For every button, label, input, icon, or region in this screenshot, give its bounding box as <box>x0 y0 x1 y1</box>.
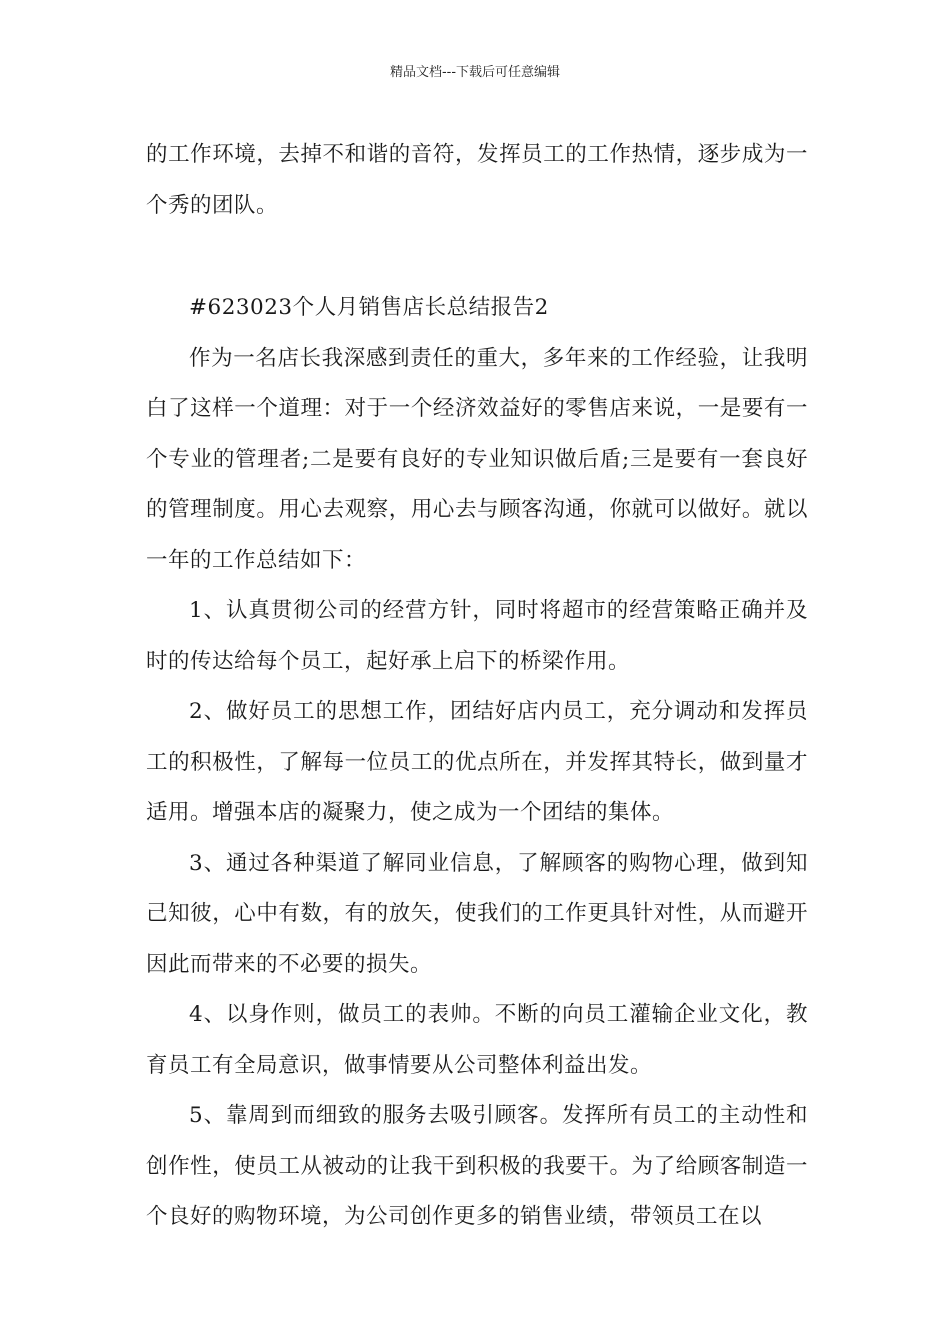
page-header: 精品文档---下载后可任意编辑 <box>389 65 561 80</box>
continuation-paragraph: 的工作环境，去掉不和谐的音符，发挥员工的工作热情，逐步成为一个秀的团队。 <box>146 142 808 218</box>
paragraph-item-1: 1、认真贯彻公司的经营方针，同时将超市的经营策略正确并及时的传达给每个员工，起好承上启下的桥梁作用。 <box>146 598 808 674</box>
paragraph-intro: 作为一名店长我深感到责任的重大，多年来的工作经验，让我明白了这样一个道理：对于一个经济效益好的零售店来说，一是要有一个专业的管理者;二是要有良好的专业知识做后盾;三是要有一套良好的管理制度。用心去观察，用心去与顾客沟通，你就可以做好。就以一年的工作总结如下： <box>146 345 808 573</box>
paragraph-item-3: 3、通过各种渠道了解同业信息，了解顾客的购物心理，做到知己知彼，心中有数，有的放矢，使我们的工作更具针对性，从而避开因此而带来的不必要的损失。 <box>146 850 808 977</box>
section-heading: #623023个人月销售店长总结报告2 <box>189 295 549 320</box>
paragraph-item-5: 5、靠周到而细致的服务去吸引顾客。发挥所有员工的主动性和创作性，使员工从被动的让我干到积极的我要干。为了给顾客制造一个良好的购物环境，为公司创作更多的销售业绩，带领员工在以 <box>146 1103 808 1229</box>
paragraph-item-4: 4、以身作则，做员工的表帅。不断的向员工灌输企业文化，教育员工有全局意识，做事情要从公司整体利益出发。 <box>146 1002 808 1078</box>
document-body <box>146 130 808 1243</box>
paragraph-item-2: 2、做好员工的思想工作，团结好店内员工，充分调动和发挥员工的积极性，了解每一位员工的优点所在，并发挥其特长，做到量才适用。增强本店的凝聚力，使之成为一个团结的集体。 <box>146 699 808 825</box>
